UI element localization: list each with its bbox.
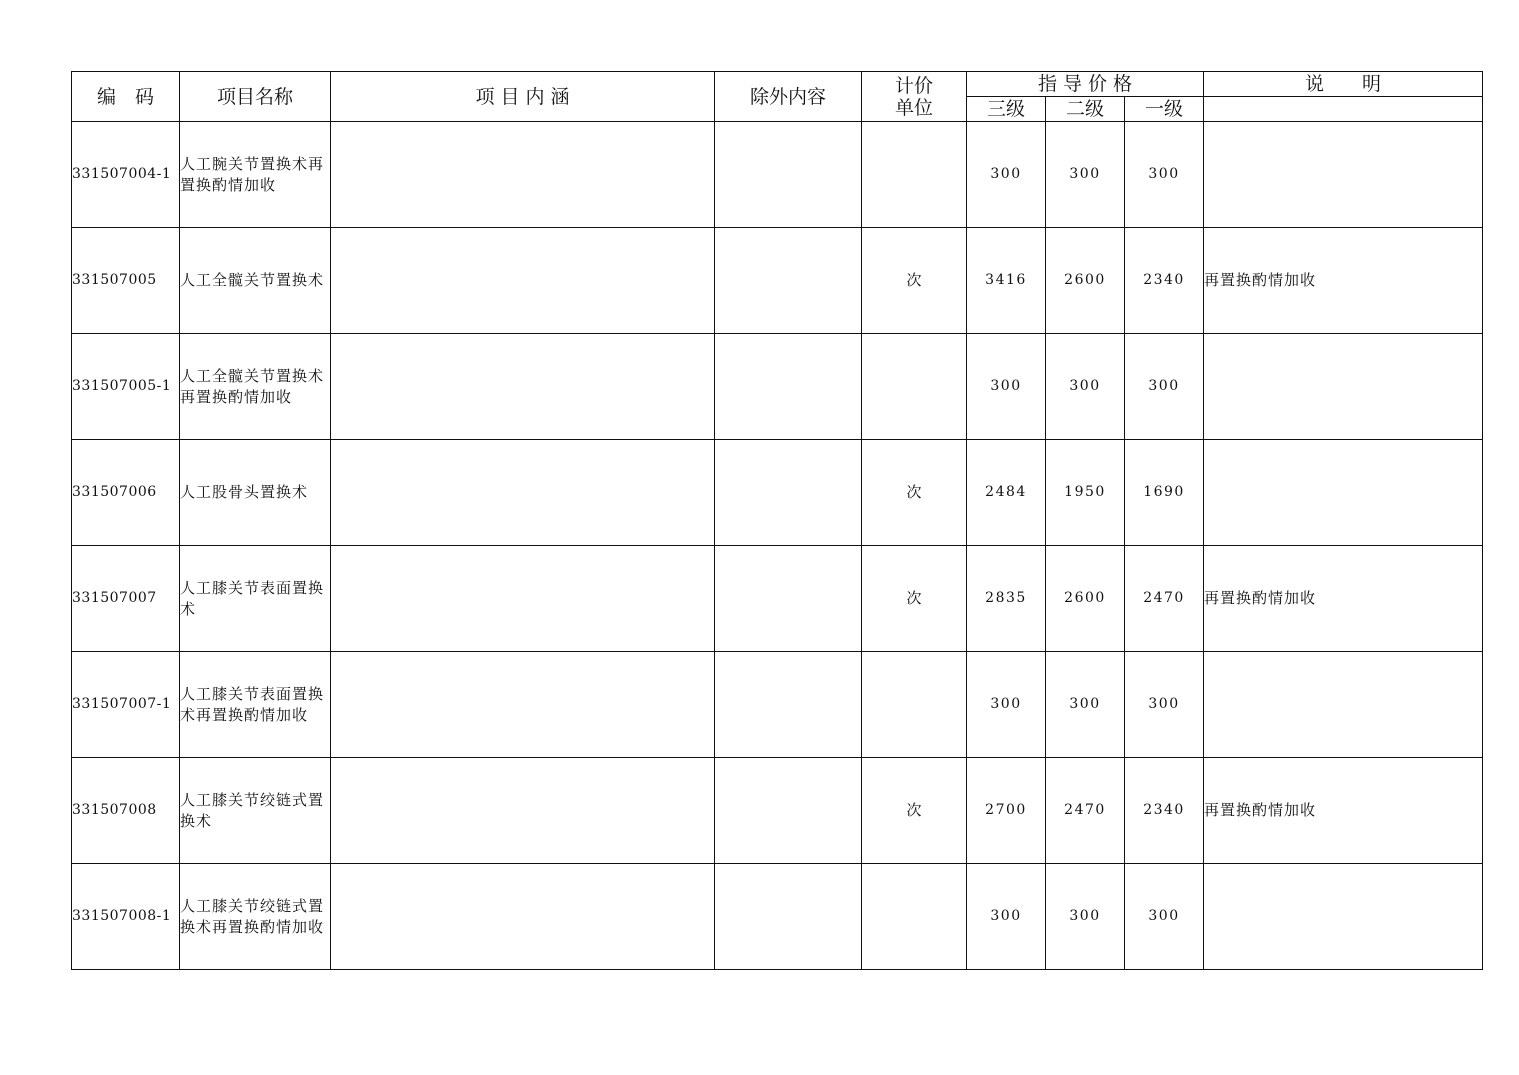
cell-excluded	[715, 228, 862, 334]
cell-price-level1: 300	[1125, 864, 1204, 970]
cell-code: 331507005-1	[72, 334, 180, 440]
cell-note	[1204, 334, 1483, 440]
price-table	[71, 71, 1483, 970]
cell-unit: 次	[862, 228, 967, 334]
cell-unit	[862, 122, 967, 228]
cell-excluded	[715, 440, 862, 546]
cell-unit	[862, 864, 967, 970]
cell-code: 331507005	[72, 228, 180, 334]
table-row	[72, 228, 1483, 334]
cell-price-level3: 300	[967, 864, 1046, 970]
table-row	[72, 864, 1483, 970]
cell-excluded	[715, 546, 862, 652]
cell-code: 331507007	[72, 546, 180, 652]
header-note: 说 明	[1204, 72, 1483, 97]
cell-name: 人工膝关节绞链式置换术再置换酌情加收	[180, 864, 331, 970]
header-code: 编 码	[72, 72, 180, 122]
cell-excluded	[715, 864, 862, 970]
cell-note	[1204, 864, 1483, 970]
cell-code: 331507006	[72, 440, 180, 546]
cell-name: 人工膝关节绞链式置换术	[180, 758, 331, 864]
header-name: 项目名称	[180, 72, 331, 122]
cell-excluded	[715, 652, 862, 758]
cell-note: 再置换酌情加收	[1204, 758, 1483, 864]
header-note-sub	[1204, 97, 1483, 122]
cell-unit: 次	[862, 546, 967, 652]
cell-code: 331507008-1	[72, 864, 180, 970]
cell-price-level2: 300	[1046, 864, 1125, 970]
table-body	[72, 122, 1483, 970]
table-row	[72, 546, 1483, 652]
table-header	[72, 72, 1483, 122]
cell-price-level3: 300	[967, 334, 1046, 440]
header-price: 指 导 价 格	[967, 72, 1204, 97]
table-row	[72, 334, 1483, 440]
cell-excluded	[715, 758, 862, 864]
cell-unit	[862, 334, 967, 440]
cell-name: 人工股骨头置换术	[180, 440, 331, 546]
cell-price-level2: 2600	[1046, 546, 1125, 652]
cell-price-level1: 1690	[1125, 440, 1204, 546]
cell-name: 人工全髋关节置换术再置换酌情加收	[180, 334, 331, 440]
cell-unit: 次	[862, 758, 967, 864]
cell-price-level2: 2470	[1046, 758, 1125, 864]
header-level3: 三级	[967, 97, 1046, 122]
cell-price-level2: 1950	[1046, 440, 1125, 546]
cell-content	[331, 864, 715, 970]
cell-unit: 次	[862, 440, 967, 546]
cell-note: 再置换酌情加收	[1204, 228, 1483, 334]
cell-content	[331, 652, 715, 758]
cell-content	[331, 122, 715, 228]
cell-price-level3: 3416	[967, 228, 1046, 334]
cell-price-level2: 300	[1046, 334, 1125, 440]
header-level1: 一级	[1125, 97, 1204, 122]
cell-price-level3: 300	[967, 122, 1046, 228]
cell-price-level3: 2484	[967, 440, 1046, 546]
cell-price-level1: 2470	[1125, 546, 1204, 652]
table-row	[72, 440, 1483, 546]
cell-code: 331507004-1	[72, 122, 180, 228]
cell-price-level2: 2600	[1046, 228, 1125, 334]
cell-price-level3: 300	[967, 652, 1046, 758]
cell-name: 人工全髋关节置换术	[180, 228, 331, 334]
cell-price-level3: 2835	[967, 546, 1046, 652]
cell-excluded	[715, 122, 862, 228]
cell-price-level1: 2340	[1125, 228, 1204, 334]
cell-price-level1: 300	[1125, 652, 1204, 758]
cell-note	[1204, 122, 1483, 228]
cell-unit	[862, 652, 967, 758]
cell-code: 331507008	[72, 758, 180, 864]
table-row	[72, 652, 1483, 758]
cell-price-level2: 300	[1046, 122, 1125, 228]
cell-excluded	[715, 334, 862, 440]
cell-content	[331, 758, 715, 864]
table-row	[72, 758, 1483, 864]
cell-name: 人工膝关节表面置换术再置换酌情加收	[180, 652, 331, 758]
cell-note: 再置换酌情加收	[1204, 546, 1483, 652]
cell-price-level1: 300	[1125, 122, 1204, 228]
cell-content	[331, 228, 715, 334]
cell-note	[1204, 652, 1483, 758]
header-content: 项 目 内 涵	[331, 72, 715, 122]
table-row	[72, 122, 1483, 228]
cell-price-level2: 300	[1046, 652, 1125, 758]
cell-note	[1204, 440, 1483, 546]
cell-content	[331, 546, 715, 652]
cell-price-level3: 2700	[967, 758, 1046, 864]
header-unit: 计价单位	[862, 72, 967, 122]
cell-content	[331, 334, 715, 440]
cell-price-level1: 300	[1125, 334, 1204, 440]
cell-name: 人工膝关节表面置换术	[180, 546, 331, 652]
cell-code: 331507007-1	[72, 652, 180, 758]
cell-price-level1: 2340	[1125, 758, 1204, 864]
header-excluded: 除外内容	[715, 72, 862, 122]
header-level2: 二级	[1046, 97, 1125, 122]
cell-name: 人工腕关节置换术再置换酌情加收	[180, 122, 331, 228]
cell-content	[331, 440, 715, 546]
